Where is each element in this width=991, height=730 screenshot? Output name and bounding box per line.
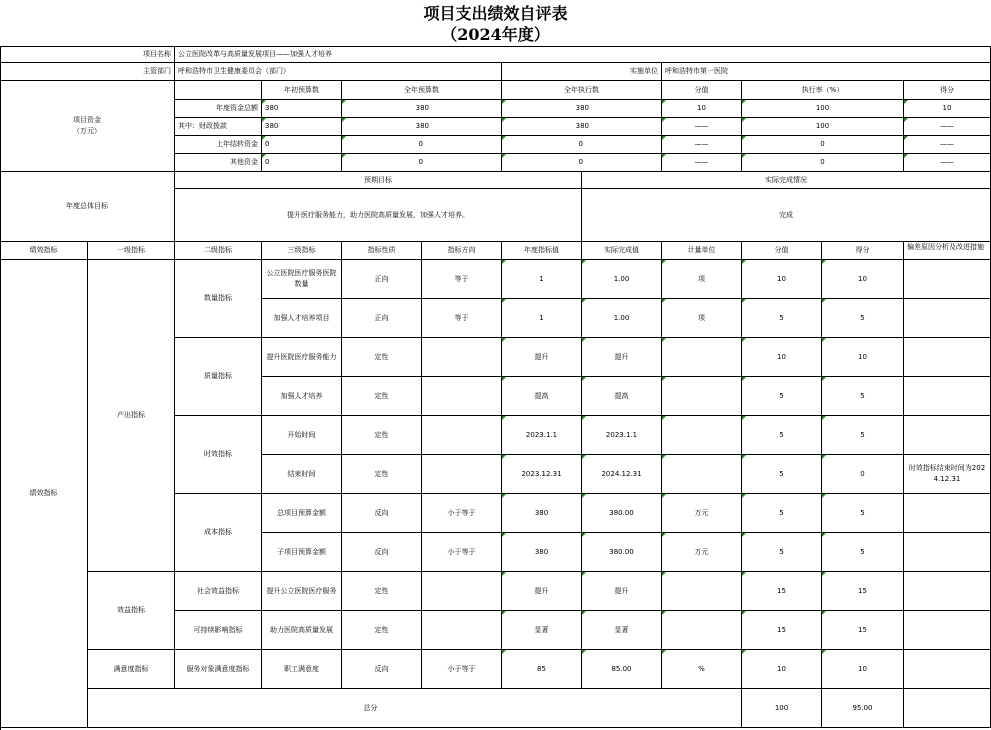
actual-value: 2024.12.31 xyxy=(582,455,662,494)
score-value: 10 xyxy=(742,650,822,689)
dept-value: 呼和浩特市卫生健康委员会（部门） xyxy=(175,63,502,81)
evaluation-table xyxy=(0,46,991,730)
funds-section-label: 项目资金 （万元） xyxy=(0,81,175,172)
funds-header: 年初预算数 xyxy=(262,81,342,100)
deviation-note xyxy=(904,416,991,455)
deviation-note xyxy=(904,533,991,572)
fund-cell: —— xyxy=(662,136,742,154)
score-value: 5 xyxy=(742,377,822,416)
score: 5 xyxy=(822,299,904,338)
level1-output: 产出指标 xyxy=(88,260,175,572)
fund-cell: —— xyxy=(904,154,991,172)
level3-indicator: 结束时间 xyxy=(262,455,342,494)
annual-target: 85 xyxy=(502,650,582,689)
indicator-nature: 反向 xyxy=(342,650,422,689)
indicator-nature: 定性 xyxy=(342,572,422,611)
impl-label: 实施单位 xyxy=(502,63,662,81)
indicator-header: 计量单位 xyxy=(662,242,742,260)
level3-indicator: 加强人才培养 xyxy=(262,377,342,416)
unit: 万元 xyxy=(662,494,742,533)
indicator-direction xyxy=(422,416,502,455)
total-score-value: 100 xyxy=(742,689,822,728)
fund-cell: 0 xyxy=(502,154,662,172)
indicator-header: 分值 xyxy=(742,242,822,260)
total-note xyxy=(904,689,991,728)
score: 5 xyxy=(822,533,904,572)
fund-cell: 0 xyxy=(342,136,502,154)
funds-header: 得分 xyxy=(904,81,991,100)
fund-cell: 0 xyxy=(342,154,502,172)
fund-cell: —— xyxy=(662,154,742,172)
indicator-nature: 正向 xyxy=(342,260,422,299)
fund-cell: 380 xyxy=(342,100,502,118)
score: 5 xyxy=(822,416,904,455)
project-name-label: 项目名称 xyxy=(0,46,175,63)
annual-target: 提升 xyxy=(502,572,582,611)
level3-indicator: 子项目预算金额 xyxy=(262,533,342,572)
score: 15 xyxy=(822,611,904,650)
indicator-nature: 定性 xyxy=(342,611,422,650)
fund-cell: 10 xyxy=(904,100,991,118)
indicator-header: 绩效指标 xyxy=(0,242,88,260)
score-value: 5 xyxy=(742,416,822,455)
indicator-header: 指标性质 xyxy=(342,242,422,260)
level2-service-satisfaction: 服务对象满意度指标 xyxy=(175,650,262,689)
fund-cell: —— xyxy=(904,136,991,154)
score-value: 5 xyxy=(742,455,822,494)
deviation-note xyxy=(904,377,991,416)
score-value: 5 xyxy=(742,299,822,338)
indicator-direction: 等于 xyxy=(422,299,502,338)
annual-target: 2023.12.31 xyxy=(502,455,582,494)
score: 10 xyxy=(822,338,904,377)
unit xyxy=(662,416,742,455)
score: 10 xyxy=(822,260,904,299)
unit: 项 xyxy=(662,299,742,338)
project-name-value: 公立医院改革与高质量发展项目——加强人才培养 xyxy=(175,46,991,63)
fund-cell: —— xyxy=(662,118,742,136)
total-score: 95.00 xyxy=(822,689,904,728)
level3-indicator: 加强人才培养项目 xyxy=(262,299,342,338)
indicator-nature: 正向 xyxy=(342,299,422,338)
fund-cell: 380 xyxy=(502,100,662,118)
indicator-header: 三级指标 xyxy=(262,242,342,260)
level3-indicator: 助力医院高质量发展 xyxy=(262,611,342,650)
indicator-direction xyxy=(422,455,502,494)
score-value: 15 xyxy=(742,572,822,611)
unit: % xyxy=(662,650,742,689)
annual-target: 380 xyxy=(502,494,582,533)
annual-target: 显著 xyxy=(502,611,582,650)
impl-value: 呼和浩特市第一医院 xyxy=(662,63,991,81)
funds-header-blank xyxy=(175,81,262,100)
fund-row-label: 其中：财政拨款 xyxy=(175,118,262,136)
annual-target: 2023.1.1 xyxy=(502,416,582,455)
indicator-side-label: 绩效指标 xyxy=(0,260,88,728)
score: 10 xyxy=(822,650,904,689)
indicator-nature: 反向 xyxy=(342,494,422,533)
indicator-header: 年度指标值 xyxy=(502,242,582,260)
indicator-nature: 定性 xyxy=(342,416,422,455)
fund-cell: 0 xyxy=(742,136,904,154)
indicator-direction xyxy=(422,572,502,611)
level3-indicator: 总项目预算金额 xyxy=(262,494,342,533)
fund-row-label: 年度资金总额 xyxy=(175,100,262,118)
deviation-note xyxy=(904,338,991,377)
unit xyxy=(662,338,742,377)
deviation-note xyxy=(904,572,991,611)
deviation-note xyxy=(904,611,991,650)
deviation-note xyxy=(904,494,991,533)
indicator-direction: 小于等于 xyxy=(422,650,502,689)
goal-label: 年度总体目标 xyxy=(0,172,175,242)
level1-benefit: 效益指标 xyxy=(88,572,175,650)
score-value: 10 xyxy=(742,260,822,299)
fund-cell: —— xyxy=(904,118,991,136)
level3-indicator: 提升医院医疗服务能力 xyxy=(262,338,342,377)
fund-cell: 380 xyxy=(262,100,342,118)
annual-target: 1 xyxy=(502,299,582,338)
goal-actual-text: 完成 xyxy=(582,189,991,242)
level1-satisfaction: 满意度指标 xyxy=(88,650,175,689)
fund-cell: 100 xyxy=(742,100,904,118)
actual-value: 提升 xyxy=(582,338,662,377)
fund-cell: 0 xyxy=(742,154,904,172)
score: 5 xyxy=(822,494,904,533)
level2-timeliness: 时效指标 xyxy=(175,416,262,494)
score: 0 xyxy=(822,455,904,494)
level2-cost: 成本指标 xyxy=(175,494,262,572)
actual-value: 2023.1.1 xyxy=(582,416,662,455)
actual-value: 显著 xyxy=(582,611,662,650)
actual-value: 380.00 xyxy=(582,494,662,533)
indicator-header: 二级指标 xyxy=(175,242,262,260)
deviation-note: 时效指标结束时间为2024.12.31 xyxy=(904,455,991,494)
annual-target: 380 xyxy=(502,533,582,572)
total-label: 总分 xyxy=(0,689,742,728)
score: 5 xyxy=(822,377,904,416)
fund-cell: 380 xyxy=(342,118,502,136)
fund-row-label: 上年结转资金 xyxy=(175,136,262,154)
goal-expected-header: 预期目标 xyxy=(175,172,582,189)
unit xyxy=(662,377,742,416)
score: 15 xyxy=(822,572,904,611)
goal-expected-text: 提升医疗服务能力，助力医院高质量发展，加强人才培养。 xyxy=(175,189,582,242)
indicator-header: 实际完成值 xyxy=(582,242,662,260)
indicator-direction: 等于 xyxy=(422,260,502,299)
annual-target: 1 xyxy=(502,260,582,299)
table-subtitle: （2024年度） xyxy=(441,25,550,44)
indicator-nature: 定性 xyxy=(342,338,422,377)
dept-label: 主管部门 xyxy=(0,63,175,81)
fund-row-label: 其他资金 xyxy=(175,154,262,172)
funds-header: 全年执行数 xyxy=(502,81,662,100)
actual-value: 提高 xyxy=(582,377,662,416)
level3-indicator: 公立医院医疗服务医院数量 xyxy=(262,260,342,299)
fund-cell: 0 xyxy=(262,154,342,172)
indicator-direction: 小于等于 xyxy=(422,494,502,533)
unit xyxy=(662,572,742,611)
actual-value: 1.00 xyxy=(582,299,662,338)
unit: 项 xyxy=(662,260,742,299)
indicator-direction: 小于等于 xyxy=(422,533,502,572)
fund-cell: 10 xyxy=(662,100,742,118)
fund-cell: 0 xyxy=(262,136,342,154)
level2-sustainable: 可持续影响指标 xyxy=(175,611,262,650)
level2-quality: 质量指标 xyxy=(175,338,262,416)
annual-target: 提高 xyxy=(502,377,582,416)
unit xyxy=(662,611,742,650)
level2-social: 社会效益指标 xyxy=(175,572,262,611)
funds-header: 全年预算数 xyxy=(342,81,502,100)
indicator-header: 偏差原因分析及改进措施 xyxy=(904,242,991,260)
indicator-header: 一级指标 xyxy=(88,242,175,260)
indicator-nature: 定性 xyxy=(342,455,422,494)
actual-value: 1.00 xyxy=(582,260,662,299)
level3-indicator: 提升公立医院医疗服务 xyxy=(262,572,342,611)
level3-indicator: 职工满意度 xyxy=(262,650,342,689)
funds-header: 执行率（%） xyxy=(742,81,904,100)
score-value: 5 xyxy=(742,533,822,572)
actual-value: 380.00 xyxy=(582,533,662,572)
score-value: 15 xyxy=(742,611,822,650)
score-value: 5 xyxy=(742,494,822,533)
goal-actual-header: 实际完成情况 xyxy=(582,172,991,189)
funds-header: 分值 xyxy=(662,81,742,100)
score-value: 10 xyxy=(742,338,822,377)
level2-quantity: 数量指标 xyxy=(175,260,262,338)
annual-target: 提升 xyxy=(502,338,582,377)
fund-cell: 380 xyxy=(502,118,662,136)
unit: 万元 xyxy=(662,533,742,572)
level3-indicator: 开始时间 xyxy=(262,416,342,455)
deviation-note xyxy=(904,260,991,299)
deviation-note xyxy=(904,299,991,338)
table-title: 项目支出绩效自评表 xyxy=(423,4,568,23)
unit xyxy=(662,455,742,494)
indicator-header: 指标方向 xyxy=(422,242,502,260)
fund-cell: 0 xyxy=(502,136,662,154)
deviation-note xyxy=(904,650,991,689)
fund-cell: 380 xyxy=(262,118,342,136)
indicator-direction xyxy=(422,611,502,650)
indicator-direction xyxy=(422,338,502,377)
actual-value: 85.00 xyxy=(582,650,662,689)
indicator-nature: 反向 xyxy=(342,533,422,572)
fund-cell: 100 xyxy=(742,118,904,136)
indicator-nature: 定性 xyxy=(342,377,422,416)
indicator-direction xyxy=(422,377,502,416)
indicator-header: 得分 xyxy=(822,242,904,260)
actual-value: 提升 xyxy=(582,572,662,611)
